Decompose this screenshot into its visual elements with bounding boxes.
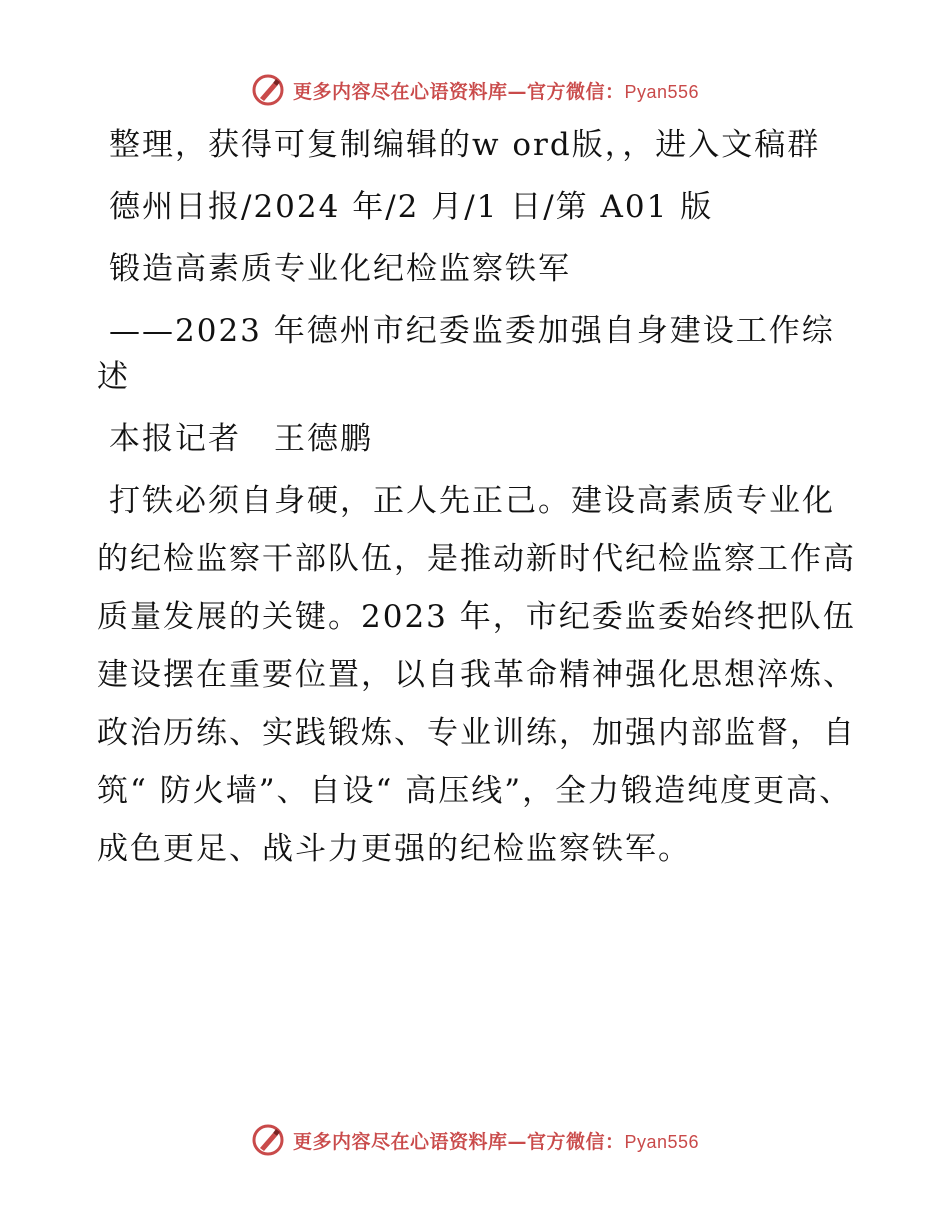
- watermark-handle: Pyan556: [624, 1131, 700, 1152]
- publication-info: 德州日报/2024 年/2 月/1 日/第 A01 版: [109, 189, 714, 225]
- watermark-text: 更多内容尽在心语资料库—官方微信：Pyan556: [292, 1130, 700, 1153]
- watermark-footer: [0, 1120, 950, 1160]
- article-subtitle: ——2023 年德州市纪委监委加强自身建设工作综述: [97, 313, 835, 395]
- document-body: [97, 122, 857, 878]
- pen-logo-icon: [251, 1123, 285, 1157]
- article-byline: 本报记者 王德鹏: [109, 421, 373, 457]
- watermark-handle: Pyan556: [624, 81, 700, 102]
- watermark-header: [0, 70, 950, 110]
- article-paragraph: 打铁必须自身硬，正人先正己。建设高素质专业化的纪检监察干部队伍，是推动新时代纪检监察工作高质量发展的关键。2023 年，市纪委监委始终把队伍建设摆在重要位置，以自我革命精神强化思想淬炼、政治历练、实践锻炼、专业训练，加强内部监督，自筑“ 防火墙”、自设“ 高压线”，全力锻造纯度更高、成色更足、战斗力更强的纪检监察铁军。: [97, 483, 856, 867]
- document-note: 整理，获得可复制编辑的w ord版，，进入文稿群: [109, 127, 821, 163]
- pen-logo-icon: [251, 73, 285, 107]
- watermark-text: 更多内容尽在心语资料库—官方微信：Pyan556: [292, 80, 700, 103]
- article-title: 锻造高素质专业化纪检监察铁军: [109, 251, 571, 287]
